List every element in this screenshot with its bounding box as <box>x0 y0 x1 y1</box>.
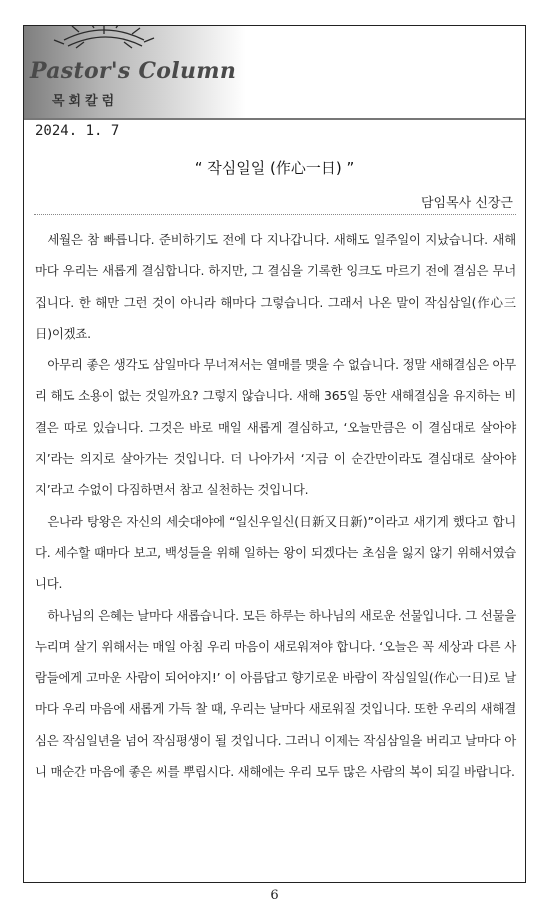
article-body <box>35 224 516 787</box>
article-author: 담임목사 신장근 <box>420 196 513 211</box>
page-number: 6 <box>270 888 279 903</box>
column-brand: Pastor's Column <box>30 58 237 84</box>
paragraph: 은나라 탕왕은 자신의 세숫대야에 “일신우일신(日新又日新)”이라고 새기게 했다고 합니다. 세수할 때마다 보고, 백성들을 위해 일하는 왕이 되겠다는 초심을 잃지 않기 위해서였습니다. <box>35 513 516 592</box>
column-brand-korean: 목회칼럼 <box>52 94 119 109</box>
article-date: 2024. 1. 7 <box>35 123 120 139</box>
header-divider <box>24 118 525 120</box>
paragraph: 아무리 좋은 생각도 삼일마다 무너져서는 열매를 맺을 수 없습니다. 정말 새해결심은 아무리 해도 소용이 없는 것일까요? 그렇지 않습니다. 새해 365일 동안 새해결심을 유지하는 비결은 따로 있습니다. 그것은 바로 매일 새롭게 결심하고, ‘오늘만큼은 이 결심대로 살아야지’라는 의지로 살아가는 것입니다. 더 나아가서 ‘지금 이 순간만이라도 결심대로 살아야지’라고 수없이 다짐하면서 참고 실천하는 것입니다. <box>35 357 516 498</box>
dotted-divider <box>34 214 516 215</box>
article-title: “ 작심일일 (作心一日) ” <box>194 159 355 177</box>
paragraph: 세월은 참 빠릅니다. 준비하기도 전에 다 지나갑니다. 새해도 일주일이 지났습니다. 새해마다 우리는 새롭게 결심합니다. 하지만, 그 결심을 기록한 잉크도 마르기 전에 결심은 무너집니다. 한 해만 그런 것이 아니라 해마다 그렇습니다. 그래서 나온 말이 작심삼일(作心三日)이겠죠. <box>35 232 516 341</box>
paragraph: 하나님의 은혜는 날마다 새롭습니다. 모든 하루는 하나님의 새로운 선물입니다. 그 선물을 누리며 살기 위해서는 매일 아침 우리 마음이 새로워져야 합니다. ‘오늘은 꼭 세상과 다른 사람들에게 고마운 사람이 되어야지!’ 이 아름답고 향기로운 바람이 작심일일(作心一日)로 날마다 우리 마음에 새롭게 가득 찰 때, 우리는 날마다 새로워질 것입니다. 또한 우리의 새해결심은 작심일년을 넘어 작심평생이 될 것입니다. 그러니 이제는 작심삼일을 버리고 날마다 아니 매순간 마음에 좋은 씨를 뿌립시다. 새해에는 우리 모두 많은 사람의 복이 되길 바랍니다. <box>35 607 516 780</box>
